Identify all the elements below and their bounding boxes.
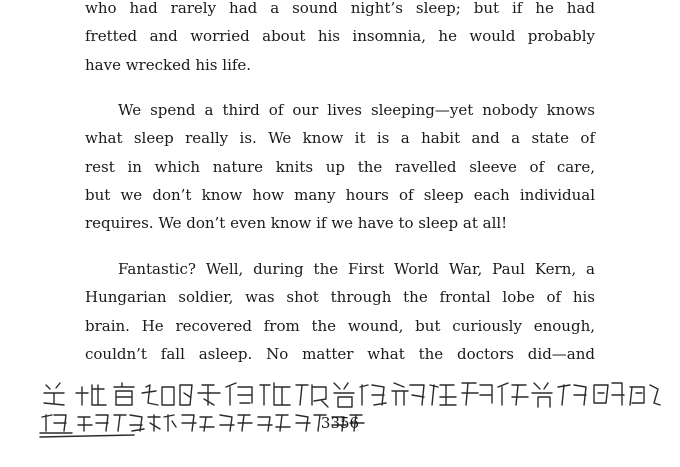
paragraph-sleep [85, 96, 595, 237]
text-line: Hungarian soldier, was shot through the frontal lobe of his [85, 288, 595, 307]
paragraph-continuation [85, 0, 595, 79]
paragraph-fantastic [85, 255, 595, 368]
page-number: 3356 [320, 414, 360, 432]
text-line: fretted and worried about his insomnia, he would probably [85, 27, 595, 46]
handwritten-annotation [38, 375, 662, 443]
text-line: but we don’t know how many hours of sleep each individual [85, 185, 595, 204]
text-line: requires. We don’t even know if we have to sleep at all! [85, 214, 508, 233]
text-line: have wrecked his life. [85, 55, 252, 74]
text-line: who had rarely had a sound night’s sleep; but if he had [85, 0, 595, 17]
text-line: Fantastic? Well, during the First World War, Paul Kern, a [118, 260, 595, 278]
text-line: brain. He recovered from the wound, but curiously enough, [85, 316, 595, 335]
text-line: what sleep really is. We know it is a habit and a state of [85, 129, 595, 148]
text-line: rest in which nature knits up the ravelled sleeve of care, [85, 157, 595, 176]
text-line: We spend a third of our lives sleeping—yet nobody knows [118, 101, 595, 119]
text-line: couldn’t fall asleep. No matter what the doctors did—and [85, 344, 595, 363]
